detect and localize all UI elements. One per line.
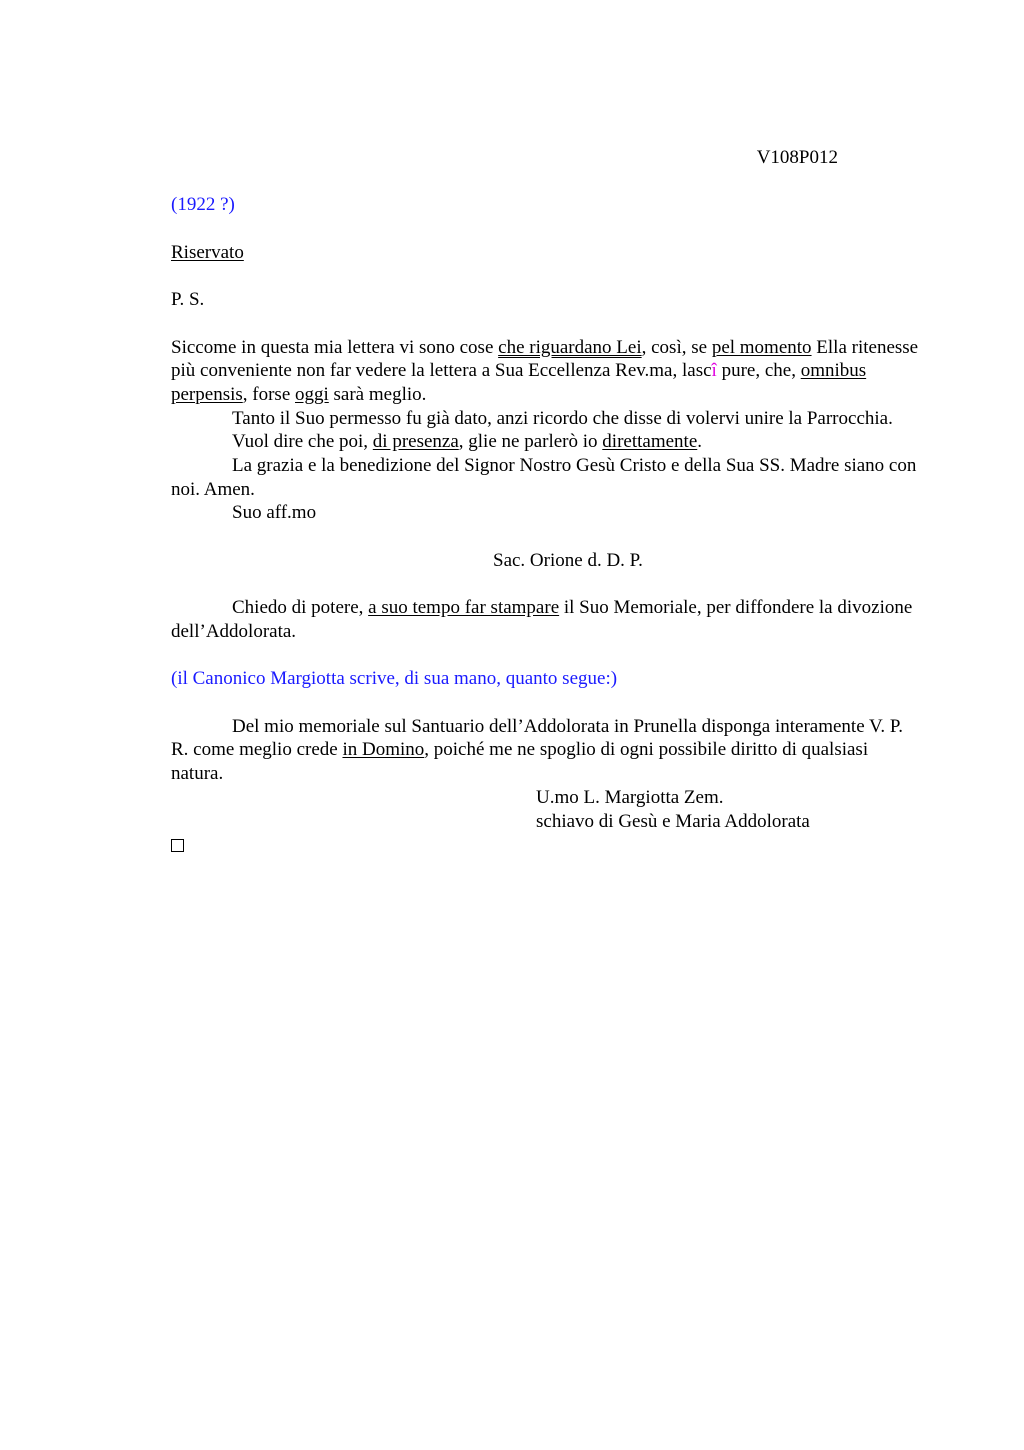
closing-line: Suo aff.mo bbox=[232, 502, 317, 524]
paragraph-1: Siccome in questa mia lettera vi sono cose che riguardano Lei, così, se pel momento Ella ritenesse più conveniente non far vedere la lettera a Sua Eccellenza Rev.ma, lascî pure, che, omnibus perpensis, forse oggi sarà meglio. bbox=[171, 336, 919, 405]
document-reference: V108P012 bbox=[756, 147, 838, 168]
margiotta-signature-line-1: U.mo L. Margiotta Zem. bbox=[536, 786, 724, 808]
editorial-note: (il Canonico Margiotta scrive, di sua mano, quanto segue:) bbox=[171, 668, 618, 690]
paragraph-3: Vuol dire che poi, di presenza, glie ne parlerò io direttamente. bbox=[232, 431, 703, 453]
reserved-heading: Riservato bbox=[171, 241, 244, 263]
margiotta-signature-line-2: schiavo di Gesù e Maria Addolorata bbox=[536, 810, 810, 832]
letter-body bbox=[171, 146, 923, 859]
signature: Sac. Orione d. D. P. bbox=[493, 549, 643, 571]
square-icon bbox=[171, 839, 184, 852]
paragraph-6: Del mio memoriale sul Santuario dell’Addolorata in Prunella disponga interamente V. P. R. come meglio crede in Domino, poiché me ne spoglio di ogni possibile diritto di qualsiasi natura. bbox=[171, 715, 904, 785]
editorial-mark: î bbox=[711, 360, 717, 382]
end-marker bbox=[171, 833, 923, 859]
paragraph-5: Chiedo di potere, a suo tempo far stampare il Suo Memoriale, per diffondere la divozione dell’Addolorata. bbox=[171, 597, 913, 642]
postscript-label: P. S. bbox=[171, 289, 205, 311]
paragraph-2: Tanto il Suo permesso fu già dato, anzi ricordo che disse di volervi unire la Parrocchia. bbox=[232, 407, 893, 429]
date-note: (1922 ?) bbox=[171, 194, 235, 216]
paragraph-4: La grazia e la benedizione del Signor Nostro Gesù Cristo e della Sua SS. Madre siano con noi. Amen. bbox=[171, 455, 917, 500]
